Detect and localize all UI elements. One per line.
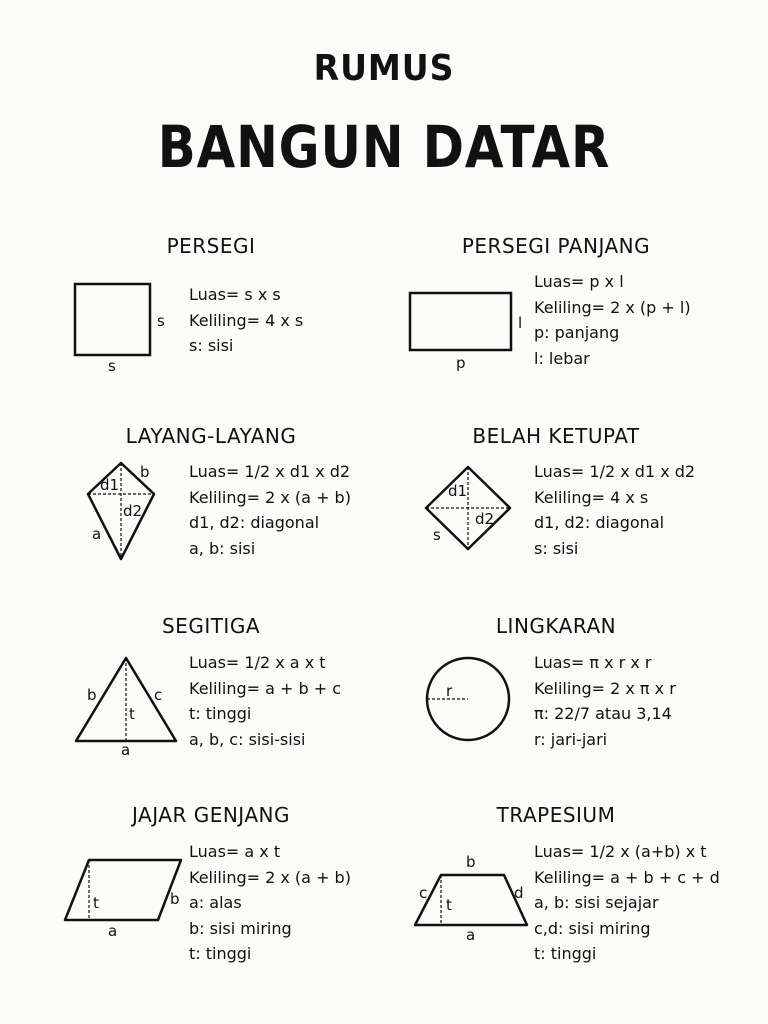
formula-line: b: sisi miring	[189, 918, 292, 938]
formula-line: Luas= 1/2 x (a+b) x t	[534, 842, 707, 861]
formula-persegi-panjang	[534, 269, 691, 371]
square-shape	[70, 280, 180, 380]
triangle-label-b: b	[87, 686, 97, 704]
trapezoid-shape	[410, 850, 535, 950]
formula-line: p: panjang	[534, 323, 620, 342]
kite-shape	[80, 458, 180, 568]
formula-line: s: sisi	[189, 336, 234, 355]
parallelogram-label-t: t	[93, 894, 99, 912]
formula-line: Keliling= 4 x s	[189, 310, 304, 330]
formula-line: Luas= 1/2 x d1 x d2	[189, 462, 351, 481]
rectangle-label-side: l	[518, 314, 523, 332]
section-title-belah-ketupat: BELAH KETUPAT	[472, 424, 640, 448]
formula-line: r: jari-jari	[534, 729, 608, 749]
trapezoid-label-c: c	[419, 884, 428, 902]
formula-line: d1, d2: diagonal	[189, 513, 320, 532]
circle-shape	[420, 654, 520, 749]
formula-line: a, b: sisi	[189, 538, 256, 558]
section-title-persegi-panjang: PERSEGI PANJANG	[461, 234, 651, 258]
triangle-shape	[70, 650, 185, 760]
formula-layang-layang	[189, 459, 351, 561]
section-title-trapesium: TRAPESIUM	[496, 803, 616, 827]
formula-line: π: 22/7 atau 3,14	[534, 704, 672, 723]
trapezoid-label-a: a	[466, 926, 476, 944]
formula-line: Luas= 1/2 x d1 x d2	[534, 462, 696, 481]
circle-label-r: r	[446, 682, 453, 700]
formula-line: t: tinggi	[189, 704, 252, 723]
formula-line: Keliling= 2 x (a + b)	[189, 487, 351, 507]
rhombus-label-d2: d2	[475, 510, 495, 528]
formula-line: Luas= 1/2 x a x t	[189, 653, 326, 672]
formula-persegi	[189, 282, 303, 359]
title-bangun-datar: BANGUN DATAR	[157, 113, 611, 181]
formula-trapesium	[534, 839, 720, 967]
rectangle-label-bottom: p	[456, 354, 466, 372]
kite-label-b: b	[140, 463, 150, 481]
formula-belah-ketupat	[534, 459, 695, 561]
formula-line: s: sisi	[534, 538, 579, 558]
formula-line: Luas= a x t	[189, 842, 281, 861]
formula-line: Luas= π x r x r	[534, 653, 652, 672]
formula-line: Keliling= 2 x (a + b)	[189, 867, 351, 887]
section-title-jajar-genjang: JAJAR GENJANG	[132, 803, 290, 827]
rhombus-label-s: s	[433, 526, 441, 544]
trapezoid-label-t: t	[446, 896, 452, 914]
formula-lingkaran	[534, 650, 676, 752]
rhombus-shape	[420, 462, 520, 557]
triangle-label-a: a	[121, 741, 131, 759]
section-title-segitiga: SEGITIGA	[161, 614, 261, 638]
kite-label-a: a	[92, 525, 102, 543]
formula-line: l: lebar	[534, 348, 590, 368]
parallelogram-shape	[60, 852, 190, 947]
formula-line: t: tinggi	[534, 944, 597, 963]
formula-segitiga	[189, 650, 341, 752]
formula-line: d1, d2: diagonal	[534, 513, 665, 532]
formula-line: a, b, c: sisi-sisi	[189, 729, 306, 749]
triangle-label-t: t	[129, 705, 135, 723]
formula-line: Keliling= 4 x s	[534, 487, 649, 507]
square-label-side: s	[157, 312, 165, 330]
formula-line: Keliling= a + b + c + d	[534, 867, 720, 887]
rectangle-shape	[405, 288, 535, 378]
trapezoid-label-d: d	[514, 884, 524, 902]
formula-line: Keliling= 2 x (p + l)	[534, 297, 691, 317]
formula-line: a: alas	[189, 893, 242, 912]
formula-line: Keliling= a + b + c	[189, 678, 342, 698]
rhombus-label-d1: d1	[448, 482, 468, 500]
formula-line: a, b: sisi sejajar	[534, 893, 659, 912]
formula-line: Luas= s x s	[189, 285, 281, 304]
trapezoid-label-b: b	[466, 853, 476, 871]
section-title-lingkaran: LINGKARAN	[495, 614, 617, 638]
formula-line: Luas= p x l	[534, 272, 624, 291]
title-rumus: RUMUS	[313, 48, 455, 89]
parallelogram-label-a: a	[108, 922, 118, 940]
parallelogram-label-b: b	[170, 890, 180, 908]
kite-label-d1: d1	[100, 476, 120, 494]
section-title-layang-layang: LAYANG-LAYANG	[125, 424, 297, 448]
formula-line: c,d: sisi miring	[534, 918, 651, 938]
section-title-persegi: PERSEGI	[166, 234, 256, 258]
formula-line: Keliling= 2 x π x r	[534, 678, 676, 698]
triangle-label-c: c	[154, 686, 163, 704]
square-label-bottom: s	[108, 357, 116, 375]
kite-label-d2: d2	[123, 502, 143, 520]
formula-jajar-genjang	[189, 839, 351, 967]
formula-line: t: tinggi	[189, 944, 252, 963]
